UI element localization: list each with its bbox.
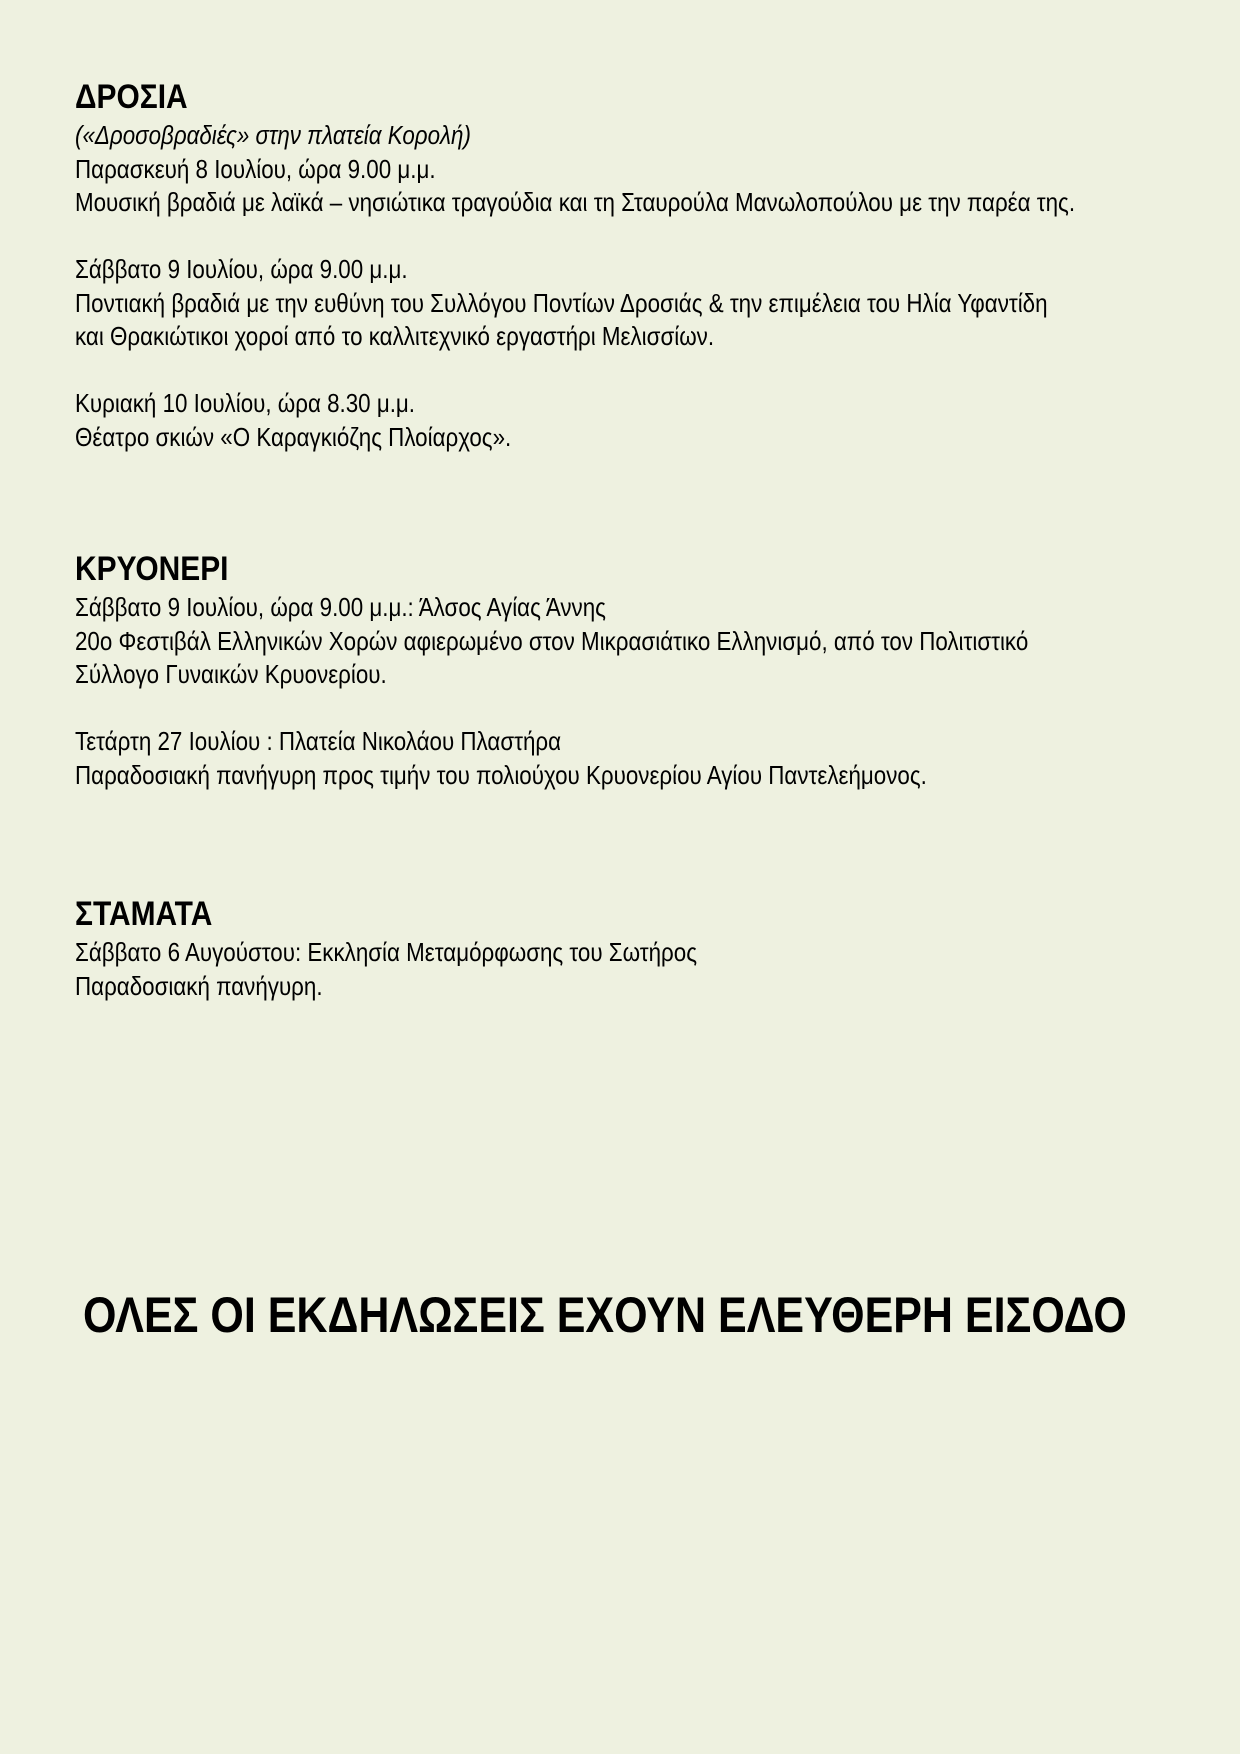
event-description: Σύλλογο Γυναικών Κρυονερίου. <box>75 659 387 689</box>
event-date: Σάββατο 6 Αυγούστου: Εκκλησία Μεταμόρφωσης του Σωτήρος <box>75 937 697 967</box>
event-date: Παρασκευή 8 Ιουλίου, ώρα 9.00 μ.μ. <box>75 153 436 184</box>
section-subtitle: («Δροσοβραδιές» στην πλατεία Κορολή) <box>75 120 471 150</box>
event-item <box>75 591 1185 692</box>
event-date: Κυριακή 10 Ιουλίου, ώρα 8.30 μ.μ. <box>75 388 416 418</box>
event-date: Σάββατο 9 Ιουλίου, ώρα 9.00 μ.μ. <box>75 254 408 284</box>
event-item <box>75 387 1185 454</box>
event-description: 20ο Φεστιβάλ Ελληνικών Χορών αφιερωμένο στον Μικρασιάτικο Ελληνισμό, από τον Πολιτιστικό <box>75 625 1029 656</box>
section-title: ΔΡΟΣΙΑ <box>75 78 188 116</box>
event-item <box>75 153 1185 220</box>
event-item <box>75 936 1185 1003</box>
event-description: Μουσική βραδιά με λαϊκά – νησιώτικα τραγούδια και τη Σταυρούλα Μανωλοπούλου με την παρέα της. <box>75 187 1076 217</box>
section-stamata <box>75 892 1185 1003</box>
section-drosia <box>75 75 1185 454</box>
event-item <box>75 253 1185 354</box>
event-description: Θέατρο σκιών «Ο Καραγκιόζης Πλοίαρχος». <box>75 421 512 452</box>
event-description: Παραδοσιακή πανήγυρη προς τιμήν του πολιούχου Κρυονερίου Αγίου Παντελεήμονος. <box>75 759 927 790</box>
event-description: και Θρακιώτικοι χοροί από το καλλιτεχνικό εργαστήρι Μελισσίων. <box>75 321 715 351</box>
event-item <box>75 725 1185 792</box>
event-description: Παραδοσιακή πανήγυρη. <box>75 970 323 1001</box>
section-title: ΚΡΥΟΝΕΡΙ <box>75 550 229 588</box>
free-entry-banner <box>0 1285 1240 1345</box>
free-entry-text: ΟΛΕΣ ΟΙ ΕΚΔΗΛΩΣΕΙΣ ΕΧΟΥΝ ΕΛΕΥΘΕΡΗ ΕΙΣΟΔΟ <box>83 1287 1127 1343</box>
section-kryoneri <box>75 547 1185 792</box>
section-title: ΣΤΑΜΑΤΑ <box>75 895 213 933</box>
event-date: Τετάρτη 27 Ιουλίου : Πλατεία Νικολάου Πλαστήρα <box>75 726 562 756</box>
event-description: Ποντιακή βραδιά με την ευθύνη του Συλλόγου Ποντίων Δροσιάς & την επιμέλεια του Ηλία Υφαντίδη <box>75 287 1048 318</box>
event-date: Σάββατο 9 Ιουλίου, ώρα 9.00 μ.μ.: Άλσος Αγίας Άννης <box>75 592 606 622</box>
